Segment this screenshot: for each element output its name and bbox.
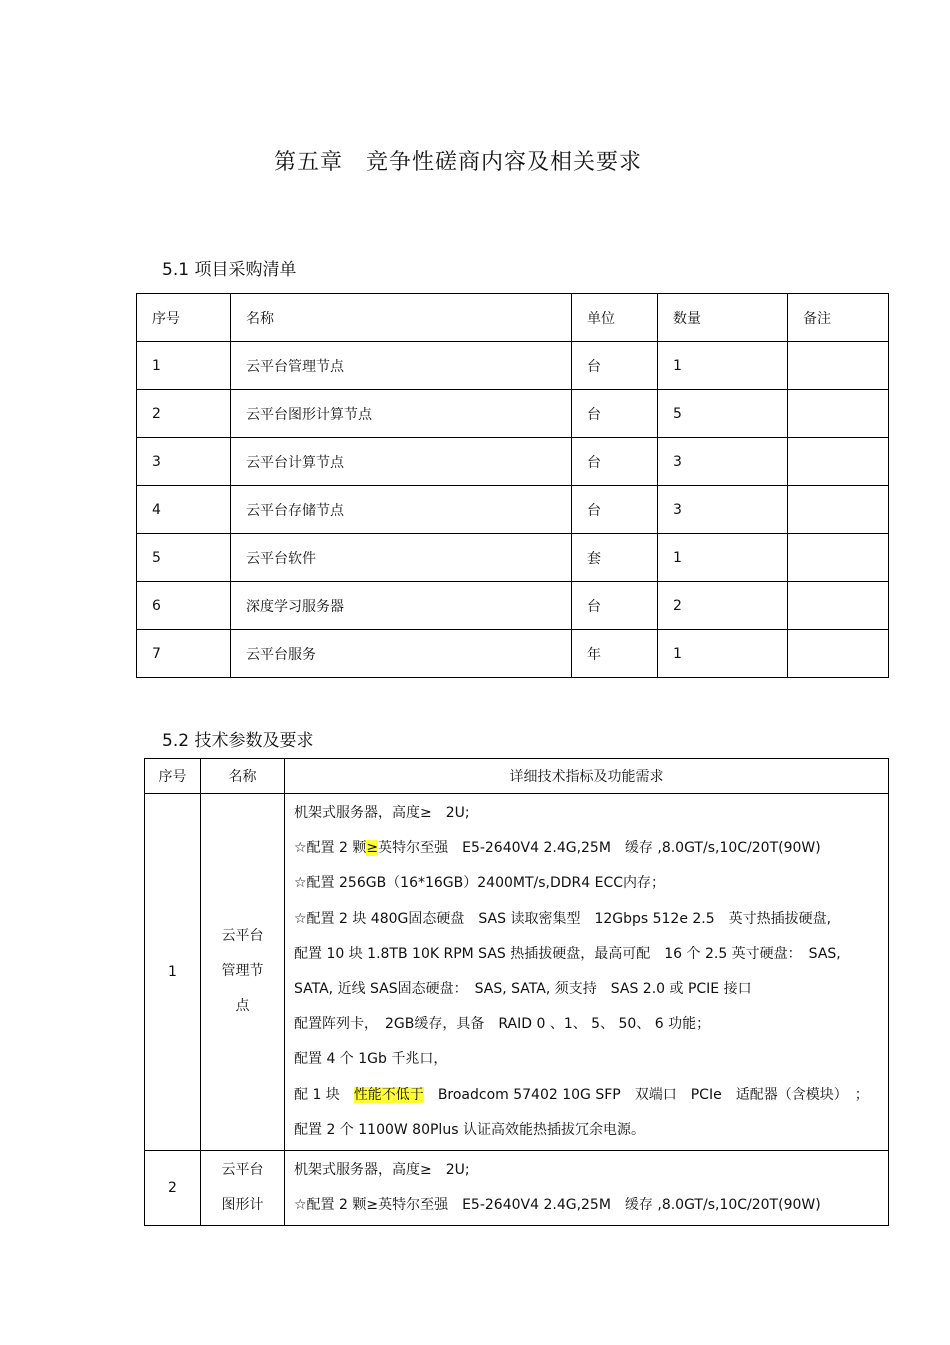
table-cell: 云平台图形计算节点	[231, 390, 572, 438]
table-cell: 云平台计算节点	[231, 438, 572, 486]
tech-specs-table	[144, 758, 889, 1226]
table-cell: 云平台软件	[231, 534, 572, 582]
spec-line: 配置 2 个 1100W 80Plus 认证高效能热插拔冗余电源。	[294, 1121, 645, 1138]
table-cell	[788, 486, 889, 534]
table-row	[137, 630, 889, 678]
spec-line	[285, 1078, 888, 1113]
table-cell: 3	[137, 438, 231, 486]
highlighted-text: 性能不低于	[353, 1086, 424, 1103]
table-cell	[788, 534, 889, 582]
column-header: 详细技术指标及功能需求	[285, 759, 889, 794]
table-cell: 1	[658, 342, 788, 390]
spec-line: 机架式服务器，高度≥ 2U;	[294, 1161, 470, 1178]
section-heading-tech-specs: 5.2 技术参数及要求	[162, 731, 314, 751]
column-header: 序号	[137, 294, 231, 342]
item-name-line: 管理节	[221, 963, 264, 980]
item-name-line: 云平台	[221, 928, 264, 945]
table-row	[145, 1150, 889, 1225]
chapter-title: 第五章 竞争性磋商内容及相关要求	[273, 150, 642, 175]
spec-text: 配 1 块	[294, 1086, 340, 1103]
table-row	[137, 390, 889, 438]
table-row	[137, 582, 889, 630]
table-cell: 深度学习服务器	[231, 582, 572, 630]
table-cell: 1	[137, 342, 231, 390]
table-cell: 台	[572, 486, 658, 534]
column-header: 备注	[788, 294, 889, 342]
table-cell	[788, 342, 889, 390]
item-name-line: 云平台	[221, 1162, 264, 1179]
item-spec	[285, 794, 889, 1151]
spec-line: ☆配置 2 块 480G固态硬盘 SAS 读取密集型 12Gbps 512e 2.5 英寸热插拔硬盘,	[294, 910, 832, 927]
table-row	[137, 342, 889, 390]
spec-line: 配置 4 个 1Gb 千兆口，	[294, 1051, 448, 1068]
item-number: 2	[145, 1150, 201, 1225]
table-cell: 7	[137, 630, 231, 678]
table-cell	[788, 582, 889, 630]
table-row	[137, 534, 889, 582]
table-header-row	[145, 759, 889, 794]
spec-text: Broadcom 57402 10G SFP 双端口 PCIe 适配器（含模块） ；	[437, 1086, 869, 1103]
item-spec	[285, 1150, 889, 1225]
table-header-row	[137, 294, 889, 342]
table-cell: 6	[137, 582, 231, 630]
item-number: 1	[145, 794, 201, 1151]
spec-text: 英特尔至强 E5-2640V4 2.4G,25M 缓存 ,8.0GT/s,10C/20T(90W)	[378, 840, 821, 857]
table-cell: 云平台管理节点	[231, 342, 572, 390]
table-cell: 套	[572, 534, 658, 582]
table-cell: 台	[572, 438, 658, 486]
spec-line: 机架式服务器，高度≥ 2U;	[294, 805, 470, 821]
table-cell: 台	[572, 582, 658, 630]
table-cell: 1	[658, 630, 788, 678]
table-cell: 1	[658, 534, 788, 582]
table-cell: 台	[572, 390, 658, 438]
column-header: 数量	[658, 294, 788, 342]
table-cell: 台	[572, 342, 658, 390]
section-heading-procurement-list: 5.1 项目采购清单	[162, 260, 297, 280]
table-cell: 2	[658, 582, 788, 630]
column-header: 名称	[231, 294, 572, 342]
spec-line: 配置 10 块 1.8TB 10K RPM SAS 热插拔硬盘，最高可配 16 个 2.5 英寸硬盘： SAS,	[294, 945, 841, 962]
table-cell: 4	[137, 486, 231, 534]
table-cell	[788, 630, 889, 678]
item-name-line: 点	[235, 998, 250, 1015]
table-cell: 5	[137, 534, 231, 582]
table-cell: 云平台服务	[231, 630, 572, 678]
item-name	[201, 1150, 285, 1225]
spec-line: SATA, 近线 SAS固态硬盘： SAS, SATA, 须支持 SAS 2.0 或 PCIE 接口	[294, 980, 752, 997]
table-cell: 5	[658, 390, 788, 438]
table-cell: 年	[572, 630, 658, 678]
spec-line	[285, 831, 888, 866]
table-cell: 云平台存储节点	[231, 486, 572, 534]
column-header: 名称	[201, 759, 285, 794]
column-header: 单位	[572, 294, 658, 342]
spec-text: ☆配置 2 颗	[294, 840, 367, 857]
spec-line: ☆配置 256GB（16*16GB）2400MT/s,DDR4 ECC内存；	[294, 875, 666, 892]
table-cell: 3	[658, 486, 788, 534]
table-cell	[788, 390, 889, 438]
table-row	[145, 794, 889, 1151]
table-cell: 2	[137, 390, 231, 438]
item-name-line: 图形计	[221, 1197, 264, 1214]
table-row	[137, 486, 889, 534]
highlighted-text: ≥	[366, 840, 379, 857]
spec-line: ☆配置 2 颗≥英特尔至强 E5-2640V4 2.4G,25M 缓存 ,8.0GT/s,10C/20T(90W)	[294, 1197, 821, 1214]
table-row	[137, 438, 889, 486]
table-cell	[788, 438, 889, 486]
table-cell: 3	[658, 438, 788, 486]
procurement-list-table	[136, 293, 889, 678]
item-name	[201, 794, 285, 1151]
column-header: 序号	[145, 759, 201, 794]
spec-line: 配置阵列卡， 2GB缓存，具备 RAID 0 、1、 5、 50、 6 功能；	[294, 1016, 711, 1033]
